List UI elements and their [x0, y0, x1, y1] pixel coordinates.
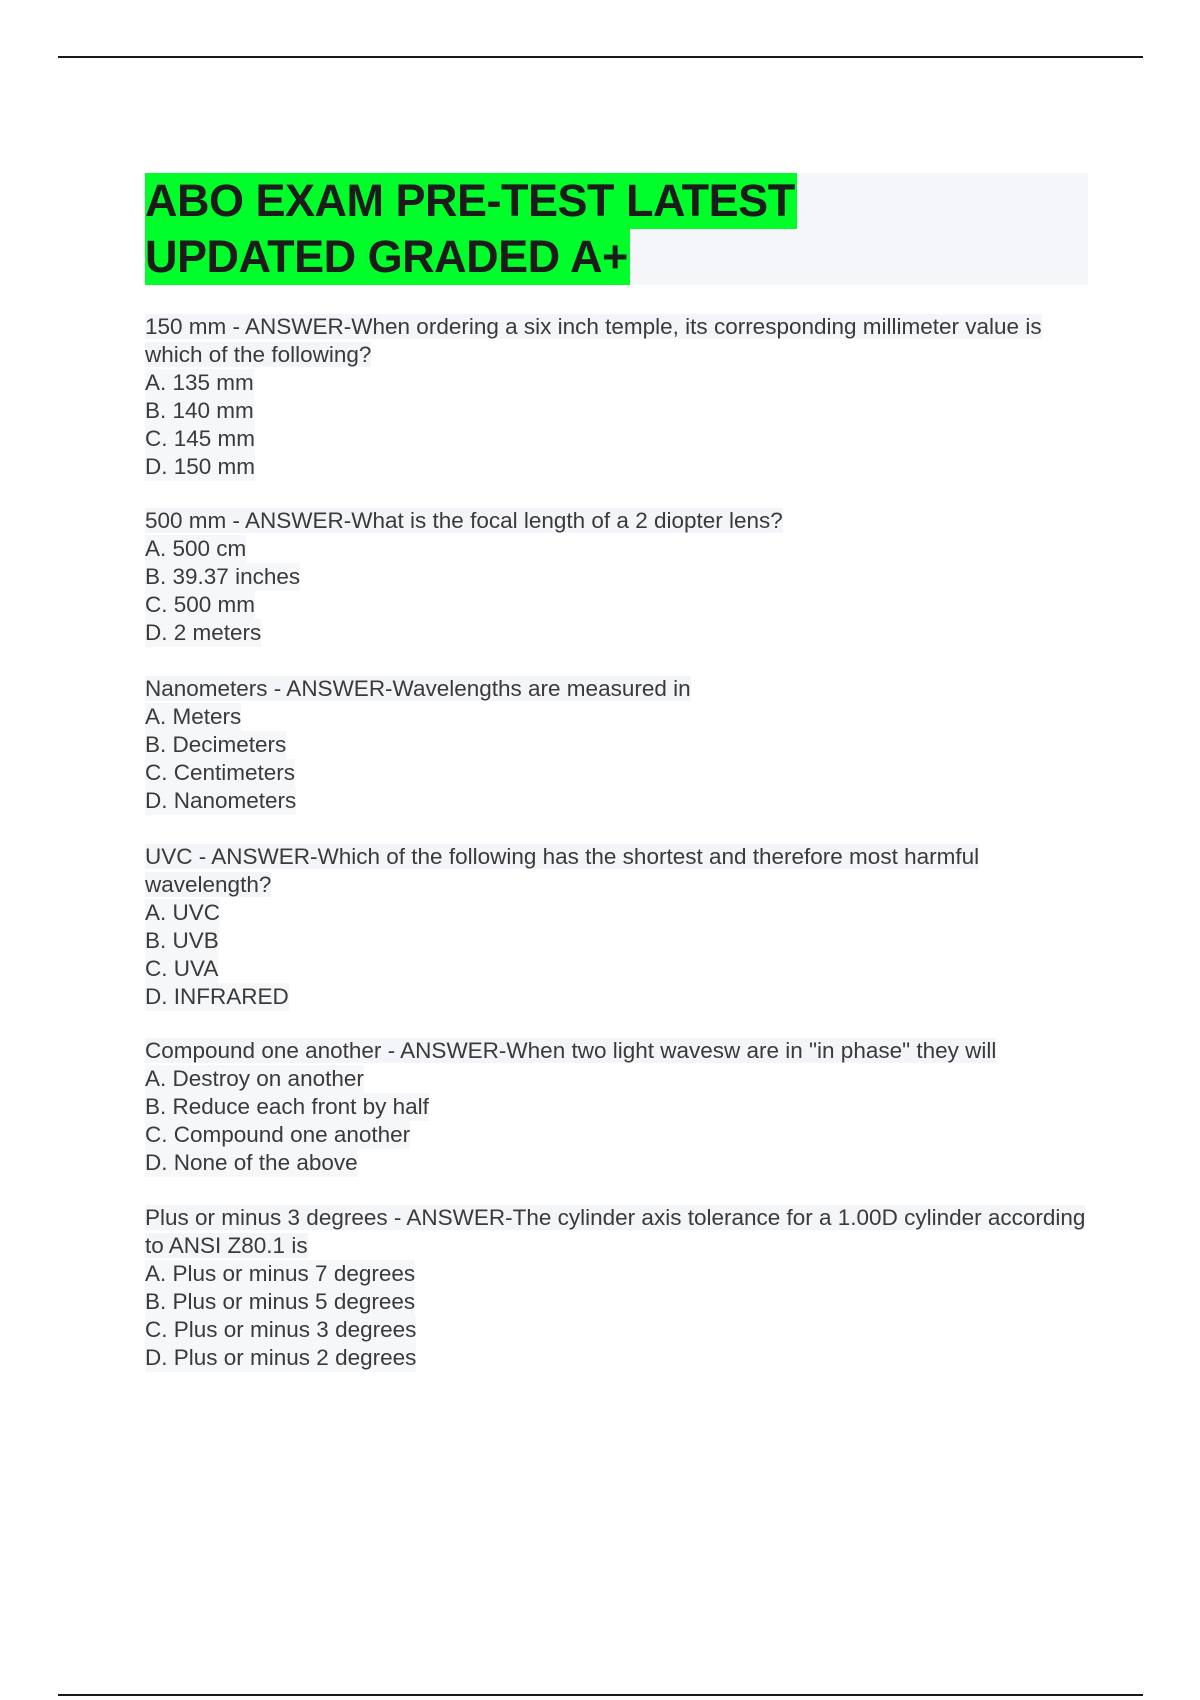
option-b: B. 140 mm: [145, 398, 254, 423]
option-a: A. 500 cm: [145, 536, 247, 561]
option-a: A. Plus or minus 7 degrees: [145, 1261, 416, 1286]
option-d: D. Nanometers: [145, 788, 297, 813]
option-a: A. Destroy on another: [145, 1066, 364, 1091]
question-text: UVC - ANSWER-Which of the following has the shortest and therefore most harmful wavelength?: [145, 844, 980, 897]
option-b: B. 39.37 inches: [145, 564, 301, 589]
title-line-2: UPDATED GRADED A+: [145, 229, 630, 285]
option-d: D. Plus or minus 2 degrees: [145, 1345, 417, 1370]
question-list: [145, 313, 1090, 1400]
option-d: D. 2 meters: [145, 620, 262, 645]
option-b: B. Decimeters: [145, 732, 287, 757]
option-b: B. UVB: [145, 928, 219, 953]
question-text: Plus or minus 3 degrees - ANSWER-The cylinder axis tolerance for a 1.00D cylinder according to ANSI Z80.1 is: [145, 1205, 1086, 1258]
question-item: [145, 1204, 1090, 1372]
option-b: B. Plus or minus 5 degrees: [145, 1289, 416, 1314]
option-d: D. None of the above: [145, 1150, 358, 1175]
title-block: [145, 173, 1088, 285]
option-a: A. 135 mm: [145, 370, 254, 395]
option-c: C. 145 mm: [145, 426, 256, 451]
question-text: 500 mm - ANSWER-What is the focal length of a 2 diopter lens?: [145, 508, 783, 533]
bottom-rule: [58, 1694, 1143, 1696]
question-item: [145, 507, 1090, 647]
title-line-1: ABO EXAM PRE-TEST LATEST: [145, 173, 797, 229]
option-c: C. 500 mm: [145, 592, 256, 617]
question-item: [145, 843, 1090, 1011]
question-text: Nanometers - ANSWER-Wavelengths are measured in: [145, 676, 691, 701]
top-rule: [58, 56, 1143, 58]
option-c: C. Plus or minus 3 degrees: [145, 1317, 417, 1342]
option-d: D. 150 mm: [145, 454, 256, 479]
question-item: [145, 1037, 1090, 1177]
option-a: A. UVC: [145, 900, 221, 925]
option-a: A. Meters: [145, 704, 242, 729]
option-c: C. Compound one another: [145, 1122, 411, 1147]
option-d: D. INFRARED: [145, 984, 289, 1009]
question-item: [145, 313, 1090, 481]
option-b: B. Reduce each front by half: [145, 1094, 429, 1119]
option-c: C. UVA: [145, 956, 219, 981]
question-item: [145, 675, 1090, 815]
question-text: 150 mm - ANSWER-When ordering a six inch temple, its corresponding millimeter value is which of the following?: [145, 314, 1042, 367]
question-text: Compound one another - ANSWER-When two light wavesw are in "in phase" they will: [145, 1038, 997, 1063]
option-c: C. Centimeters: [145, 760, 296, 785]
